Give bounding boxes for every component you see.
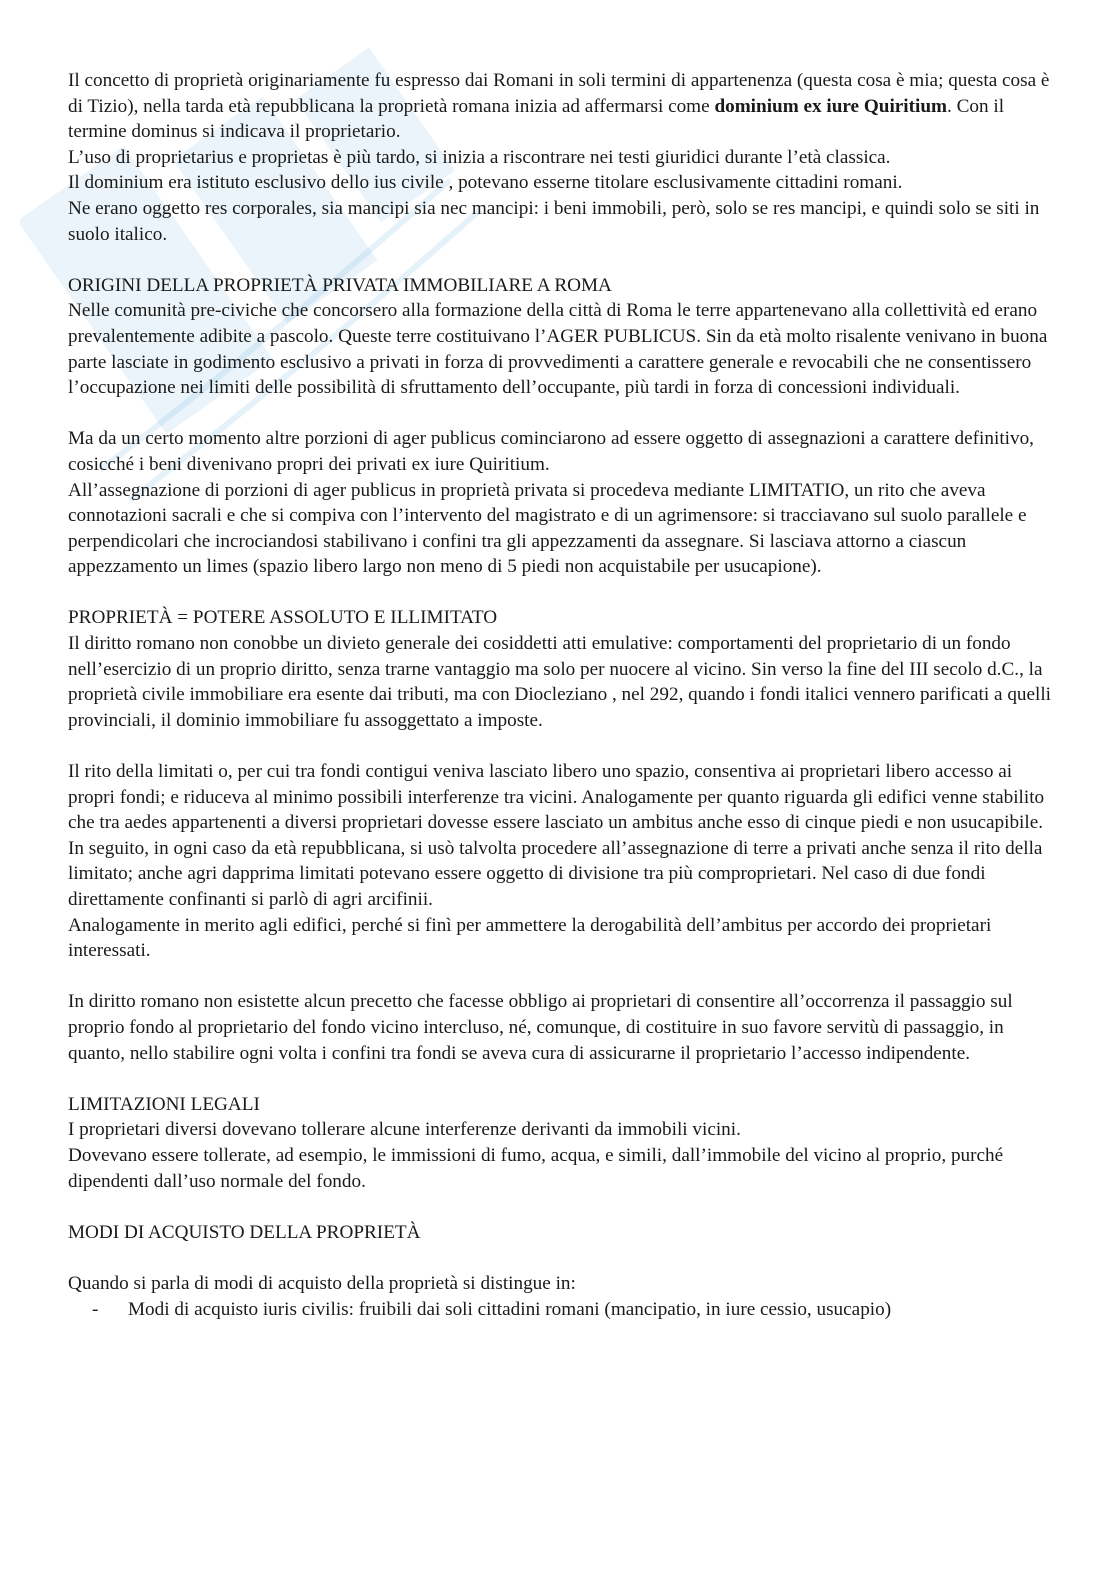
potere-paragraph-5: In diritto romano non esistette alcun precetto che facesse obbligo ai proprietari di consentire all’occorrenza il passaggio sul proprio fondo al proprietario del fondo vicino intercluso, né, comunque, di costituire in suo favore servitù di passaggio, in quanto, nello stabilire ogni volta i confini tra fondi se aveva cura di assicurarne il proprietario l’accesso indipendente. [68, 991, 1013, 1064]
intro-paragraph-3: Il dominium era istituto esclusivo dello ius civile , potevano esserne titolare esclusivamente cittadini romani. [68, 172, 903, 194]
spacer [68, 580, 1053, 606]
intro-paragraph-4: Ne erano oggetto res corporales, sia mancipi sia nec mancipi: i beni immobili, però, solo se res mancipi, e quindi solo se siti in suolo italico. [68, 197, 1040, 245]
spacer [68, 401, 1053, 427]
heading-modi: MODI DI ACQUISTO DELLA PROPRIETÀ [68, 1221, 421, 1243]
potere-paragraph-1: Il diritto romano non conobbe un divieto generale dei cosiddetti atti emulative: comportamenti del proprietario di un fondo nell’esercizio di un proprio diritto, senza trarne vantaggio ma solo per nuocere al vicino. Sin verso la fine del III secolo d.C., la proprietà civile immobiliare era esente dai tributi, ma con Diocleziano , nel 292, quando i fondi italici vennero parificati a quelli provinciali, il dominio immobiliare fu assoggettato a imposte. [68, 633, 1052, 731]
dash-bullet: - [92, 1298, 99, 1320]
intro-paragraph-1: Il concetto di proprietà originariamente fu espresso dai Romani in soli termini di appartenenza (questa cosa è mia; questa cosa è di Tizio), nella tarda età repubblicana la proprietà romana inizia ad affermarsi come dominium ex iure Quiritium. Con il termine dominus si indicava il proprietario. [68, 70, 1050, 143]
modi-paragraph-1: Quando si parla di modi di acquisto della proprietà si distingue in: [68, 1272, 576, 1294]
limitazioni-paragraph-2: Dovevano essere tollerate, ad esempio, le immissioni di fumo, acqua, e simili, dall’immobile del vicino al proprio, purché dipendenti dall’uso normale del fondo. [68, 1144, 1004, 1192]
document-body [68, 68, 1053, 1322]
origini-paragraph-1: Nelle comunità pre-civiche che concorsero alla formazione della città di Roma le terre appartenevano alla collettività ed erano prevalentemente adibite a pascolo. Queste terre costituivano l’AGER PUBLICUS. Sin da età molto risalente venivano in buona parte lasciate in godimento esclusivo a privati in forza di provvedimenti a carattere generale e revocabili che ne consentissero l’occupazione nei limiti delle possibilità di sfruttamento dell’occupante, più tardi in forza di concessioni individuali. [68, 300, 1048, 399]
term-dominium: dominium ex iure Quiritium [714, 95, 948, 117]
spacer [68, 1066, 1053, 1092]
spacer [68, 1194, 1053, 1220]
origini-paragraph-3: All’assegnazione di porzioni di ager publicus in proprietà privata si procedeva mediante LIMITATIO, un rito che aveva connotazioni sacrali e che si compiva con l’intervento del magistrato e di un agrimensore: si tracciavano sul suolo parallele e perpendicolari che incrociandosi stabilivano i confini tra gli appezzamenti da assegnare. Si lasciava attorno a ciascun appezzamento un limes (spazio libero largo non meno di 5 piedi non acquistabile per usucapione). [68, 479, 1027, 578]
spacer [68, 247, 1053, 273]
potere-paragraph-4: Analogamente in merito agli edifici, perché si finì per ammettere la derogabilità dell’ambitus per accordo dei proprietari interessati. [68, 914, 992, 962]
heading-origini: ORIGINI DELLA PROPRIETÀ PRIVATA IMMOBILIARE A ROMA [68, 274, 612, 296]
spacer [68, 964, 1053, 990]
origini-paragraph-2: Ma da un certo momento altre porzioni di ager publicus cominciarono ad essere oggetto di assegnazioni a carattere definitivo, cosicché i beni divenivano propri dei privati ex iure Quiritium. [68, 428, 1034, 475]
spacer [68, 1245, 1053, 1271]
heading-limitazioni: LIMITAZIONI LEGALI [68, 1093, 260, 1115]
potere-paragraph-2: Il rito della limitati o, per cui tra fondi contigui veniva lasciato libero uno spazio, consentiva ai proprietari libero accesso ai propri fondi; e riduceva al minimo possibili interferenze tra vicini. Analogamente per quanto riguarda gli edifici venne stabilito che tra aedes appartenenti a diversi proprietari dovesse essere lasciato un ambitus anche esso di cinque piedi e non usucapibile. [68, 761, 1045, 834]
spacer [68, 733, 1053, 759]
list-item: - Modi di acquisto iuris civilis: fruibili dai soli cittadini romani (mancipatio, in iure cessio, usucapio) [68, 1297, 1053, 1323]
limitazioni-paragraph-1: I proprietari diversi dovevano tollerare alcune interferenze derivanti da immobili vicini. [68, 1119, 741, 1141]
heading-potere: PROPRIETÀ = POTERE ASSOLUTO E ILLIMITATO [68, 607, 498, 629]
potere-paragraph-3: In seguito, in ogni caso da età repubblicana, si usò talvolta procedere all’assegnazione di terre a privati anche senza il rito della limitato; anche agri dapprima limitati potevano essere oggetto di divisione tra più comproprietari. Nel caso di due fondi direttamente confinanti si parlò di agri arcifinii. [68, 837, 1043, 910]
modi-list [68, 1297, 1053, 1323]
intro-paragraph-2: L’uso di proprietarius e proprietas è più tardo, si inizia a riscontrare nei testi giuridici durante l’età classica. [68, 146, 891, 168]
